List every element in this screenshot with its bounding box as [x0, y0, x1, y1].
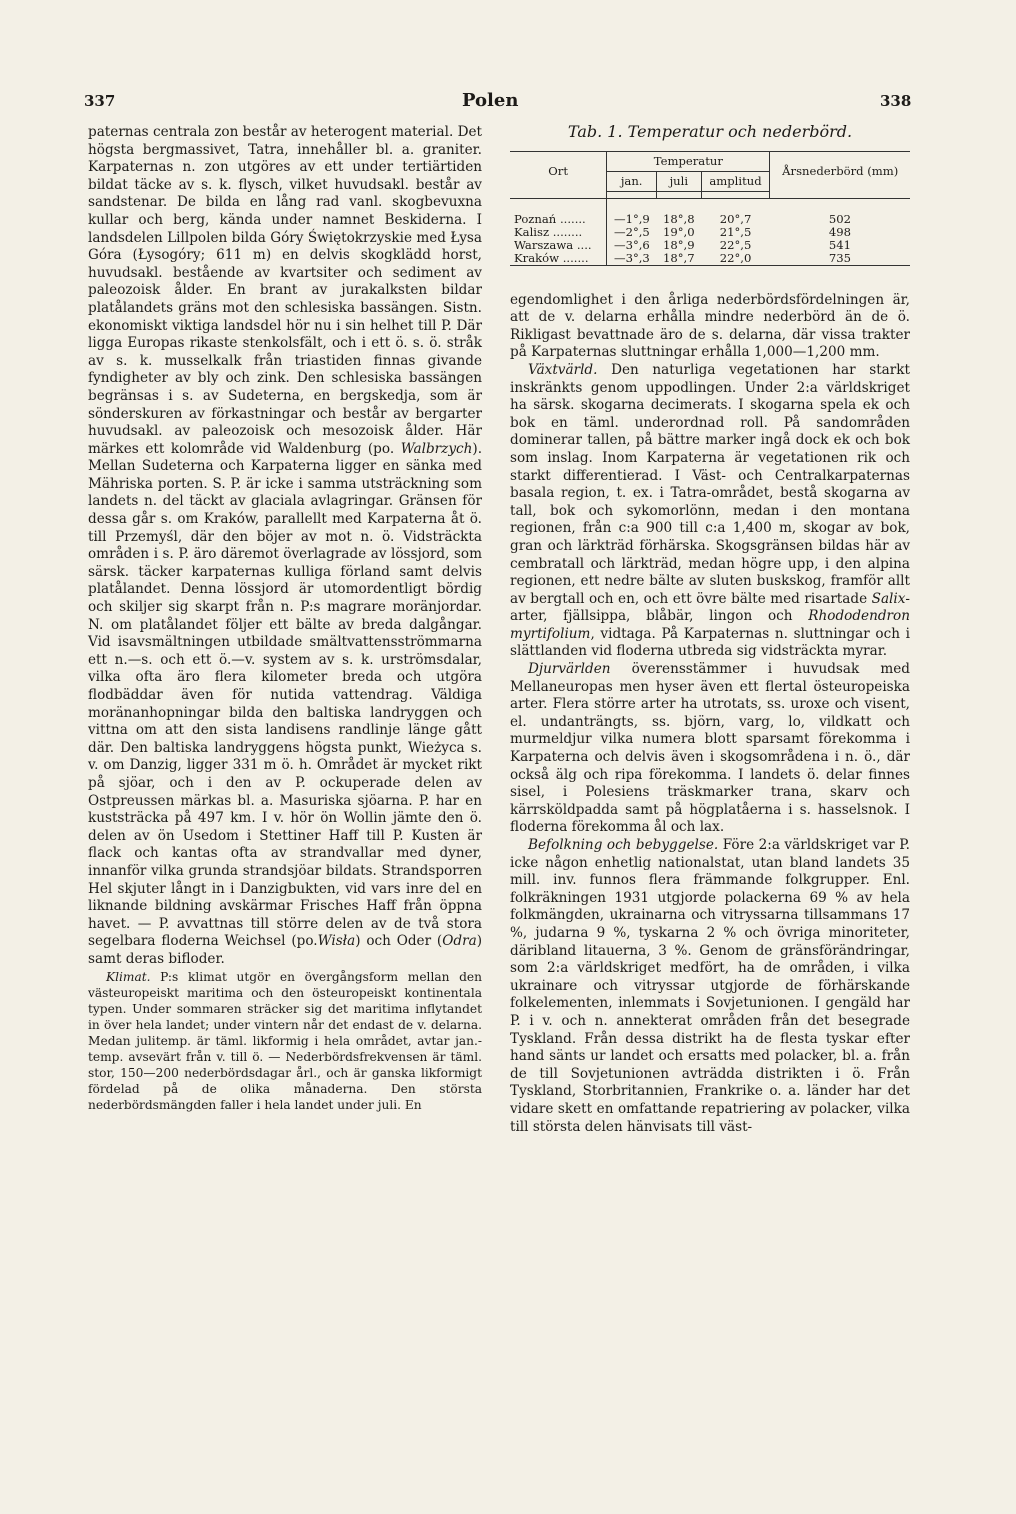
paragraph-nederbord: egendomlighet i den årliga nederbördsfördelningen är, att de v. delarna erhålla mindre nederbörd än de ö. Rikligast bevattnade äro de s. delarna, där vissa trakter på Karpaternas sluttningar erhålla 1,000—1,200 mm.	[510, 291, 910, 361]
header-amplitud: amplitud	[701, 171, 770, 191]
page-number-left: 337	[84, 92, 116, 110]
right-column	[510, 123, 910, 1136]
paragraph-djurvarlden: Djurvärlden överensstämmer i huvudsak med Mellaneuropas men hyser även ett flertal östeuropeiska arter. Flera större arter ha utrotats, ss. uroxe och visent, el. undanträngts, ss. björn, varg, lo, vildkatt och murmeldjur vilka numera blott sparsamt förekomma i Karpaterna och delvis även i skogsområdena i n. ö., där också älg och ripa förekomma. I landets ö. delar finnes sisel, i Polesiens träskmarker trana, skarv och kärrsköldpadda samt på högplatåerna i s. hasselsnok. I floderna förekomma ål och lax.	[510, 661, 910, 836]
running-head: Polen	[462, 90, 519, 111]
climate-table	[510, 151, 910, 266]
paragraph-vaxtvarld: Växtvärld. Den naturliga vegetationen har starkt inskränkts genom uppodlingen. Under 2:a världskriget ha särsk. skogarna decimerats. I skogarna spela ek och bok en täml. underordnad roll. På sandområden dominerar tallen, på bättre marker ingå dock ek och bok som inslag. Inom Karpaterna är vegetationen rik och starkt differentierad. I Väst- och Centralkarpaternas basala region, t. ex. i Tatra-området, bestå skogarna av tall, bok och sykomorlönn, medan i den montana regionen, från c:a 900 till c:a 1,400 m, skogar av bok, gran och lärkträd förhärska. Skogsgränsen bildas här av cembratall och lärkträd, medan högre upp, i den alpina regionen, ett nedre bälte av sluten buskskog, framför allt av bergtall och en, och ett övre bälte med risartade Salix-arter, fjällsippa, blåbär, lingon och Rhododendron myrtifolium, vidtaga. På Karpaternas n. sluttningar och i slättlanden vid floderna utbreda sig vidsträckta myrar.	[510, 361, 910, 660]
page-number-right: 338	[880, 92, 912, 110]
table-row: Warszawa .... —3°,6 18°,9 22°,5 541	[510, 239, 910, 252]
header-temperatur: Temperatur	[607, 151, 770, 171]
table-row: Kraków ....... —3°,3 18°,7 22°,0 735	[510, 252, 910, 266]
header-juli: juli	[657, 171, 702, 191]
table-row: Kalisz ........ —2°,5 19°,0 21°,5 498	[510, 226, 910, 239]
header-ort: Ort	[510, 151, 607, 191]
paragraph-klimat: Klimat. P:s klimat utgör en övergångsform mellan den västeuropeiskt maritima och den östeuropeiskt kontinentala typen. Under sommaren sträcker sig det maritima inflytandet in över hela landet; under vintern når det endast de v. delarna. Medan julitemp. är täml. likformig i hela området, avtar jan.-temp. avsevärt från v. till ö. — Nederbördsfrekvensen är täml. stor, 150—200 nederbördsdagar årl., och är ganska likformigt fördelad på de olika månaderna. Den största nederbördsmängden faller i hela landet under juli. En	[88, 969, 482, 1112]
header-jan: jan.	[607, 171, 657, 191]
left-column	[88, 124, 482, 1113]
header-precip: Årsnederbörd (mm)	[782, 163, 899, 178]
table-row: Poznań ....... —1°,9 18°,8 20°,7 502	[510, 198, 910, 226]
paragraph-geology: paternas centrala zon består av heterogent material. Det högsta bergmassivet, Tatra, innehåller bl. a. graniter. Karpaternas n. zon utgöres av ett under tertiärtiden bildat täcke av s. k. flysch, vilket huvudsakl. består av sandstenar. De bilda en lång rad vanl. skogbevuxna kullar och berg, kända under namnet Beskiderna. I landsdelen Lillpolen bilda Góry Świętokrzyskie med Łysa Góra (Łysogóry; 611 m) en delvis skogklädd horst, huvudsakl. bestående av kvartsiter och sediment av paleozoisk ålder. En brant av jurakalksten bildar platålandets gräns mot den schlesiska bassängen. Sistn. ekonomiskt viktiga landsdel hör nu i sin helhet till P. Där ligga Europas rikaste stenkolsfält, och i ett ö. s. ö. stråk av s. k. musselkalk från triastiden finnas givande fyndigheter av bly och zink. Den schlesiska bassängen begränsas i s. av Sudeterna, en bergskedja, som är sönderskuren av förkastningar och består av bergarter huvudsakl. av paleozoisk och mesozoisk ålder. Här märkes ett kolområde vid Waldenburg (po. Walbrzych). Mellan Sudeterna och Karpaterna ligger en sänka med Mähriska porten. S. P. är icke i samma utsträckning som landets n. del täckt av glaciala avlagringar. Gränsen för dessa går s. om Kraków, parallellt med Karpaterna åt ö. till Przemyśl, där den böjer av mot n. ö. Vidsträckta områden i s. P. äro däremot överlagrade av lössjord, som särsk. täcker karpaternas kulliga förland samt delvis platålandet. Denna lössjord är utomordentligt bördig och skiljer sig skarpt från n. P:s magrare moränjordar. N. om platålandet följer ett bälte av breda dalgångar. Vid isavsmältningen utbildade smältvattensströmmarna ett n.—s. och ett ö.—v. system av s. k. urströmsdalar, vilka ofta äro flera kilometer breda och utgöra flodbäddar även för nutida vattendrag. Väldiga moränanhopningar bilda den baltiska landryggen och vittna om att den sista landisens randlinje länge gått där. Den baltiska landryggens högsta punkt, Wieżyca s. v. om Danzig, ligger 331 m ö. h. Området är mycket rikt på sjöar, och i den av P. ockuperade delen av Ostpreussen märkas bl. a. Masuriska sjöarna. P. har en kuststräcka på 497 km. I v. hör ön Wollin jämte den ö. delen av ön Usedom i Stettiner Haff till P. Kusten är flack och kantas ofta av strandvallar med dyner, innanför vilka grunda strandsjöar bildats. Strandsporren Hel skjuter långt in i Danzigbukten, vid vars inre del en liknande bildning avskärmar Frisches Haff från öppna havet. — P. avvattnas till större delen av de två stora segelbara floderna Weichsel (po.Wisła) och Oder (Odra) samt deras bifloder.	[88, 124, 483, 967]
table-caption: Tab. 1. Temperatur och nederbörd.	[567, 122, 853, 141]
paragraph-befolkning: Befolkning och bebyggelse. Före 2:a världskriget var P. icke någon enhetlig nationalstat, utan bland landets 35 mill. inv. funnos flera främmande folkgrupper. Enl. folkräkningen 1931 utgjorde polackerna 69 % av hela folkmängden, ukrainarna och vitryssarna tillsammans 17 %, judarna 9 %, tyskarna 2 % och övriga minoriteter, däribland litauerna, 3 %. Genom de gränsförändringar, som 2:a världskriget medfört, ha de områden, i vilka ukrainare och vitryssar utgjorde de förhärskande folkelementen, inlemmats i Sovjetunionen. I gengäld har P. i v. och n. annekterat områden från det besegrade Tyskland. Från dessa distrikt ha de flesta tyskar efter hand sänts ur landet och ersatts med polacker, bl. a. från de till Sovjetunionen avträdda distrikten i ö. Från Tyskland, Storbritannien, Frankrike o. a. länder har det vidare skett en omfattande repatriering av polacker, vilka till största delen hänvisats till väst-	[510, 837, 910, 1135]
